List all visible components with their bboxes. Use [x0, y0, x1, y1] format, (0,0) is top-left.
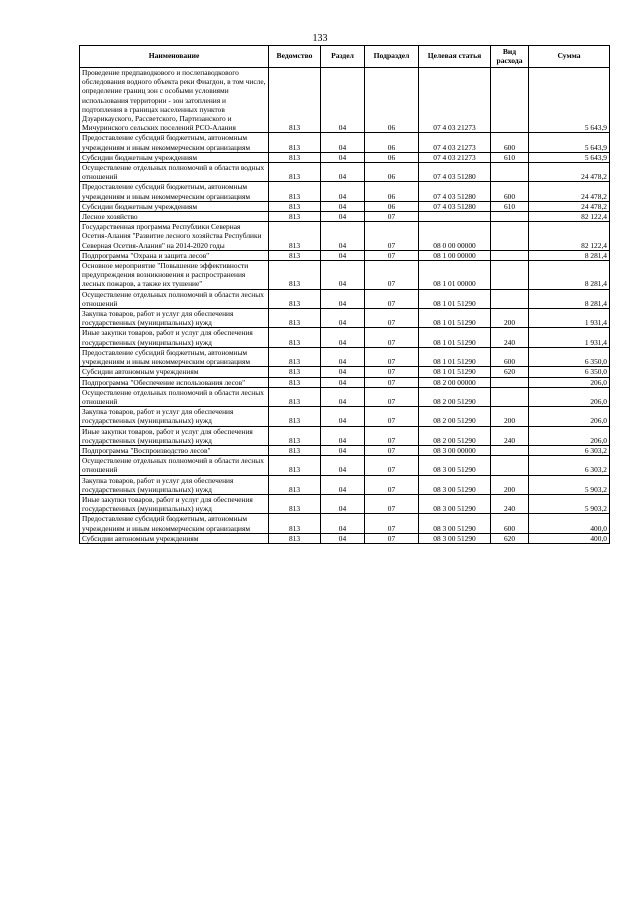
header-summa: Сумма	[529, 46, 610, 68]
row-vedomstvo: 813	[269, 347, 321, 366]
row-celevaya-statya: 08 0 00 00000	[419, 222, 491, 251]
row-vedomstvo: 813	[269, 514, 321, 533]
row-summa: 206,0	[529, 377, 610, 387]
row-summa: 6 350,0	[529, 367, 610, 377]
row-name: Осуществление отдельных полномочий в области лесных отношений	[80, 289, 269, 308]
table-header-row	[80, 46, 610, 68]
row-vid-raskhoda	[491, 387, 529, 406]
row-podrazdel: 06	[365, 201, 419, 211]
row-name: Иные закупки товаров, работ и услуг для обеспечения государственных (муниципальных) нужд	[80, 426, 269, 445]
row-razdel: 04	[321, 212, 365, 222]
row-razdel: 04	[321, 309, 365, 328]
row-razdel: 04	[321, 68, 365, 133]
row-summa: 5 903,2	[529, 475, 610, 494]
row-razdel: 04	[321, 347, 365, 366]
row-podrazdel: 07	[365, 250, 419, 260]
row-podrazdel: 07	[365, 328, 419, 347]
row-podrazdel: 07	[365, 261, 419, 290]
table-row	[80, 445, 610, 455]
row-vid-raskhoda: 200	[491, 407, 529, 426]
row-podrazdel: 07	[365, 309, 419, 328]
row-vid-raskhoda: 240	[491, 494, 529, 513]
row-razdel: 04	[321, 494, 365, 513]
row-name: Проведение предпаводкового и послепаводкового обследования водного объекта реки Фиагдон, в том числе, определение границ зон с особыми условиями использования территории - зон затопления и подтопления в границах населенных пунктов Дзуарикауского, Рассветского, Партизанского и Мичуринского сельских поселений РСО-Алания	[80, 68, 269, 133]
row-celevaya-statya: 08 3 00 51290	[419, 494, 491, 513]
row-razdel: 04	[321, 222, 365, 251]
table-row	[80, 533, 610, 543]
row-razdel: 04	[321, 387, 365, 406]
row-celevaya-statya: 08 1 01 00000	[419, 261, 491, 290]
row-vid-raskhoda: 620	[491, 533, 529, 543]
row-celevaya-statya: 08 2 00 51290	[419, 387, 491, 406]
row-name: Закупка товаров, работ и услуг для обеспечения государственных (муниципальных) нужд	[80, 475, 269, 494]
table-row	[80, 328, 610, 347]
row-vedomstvo: 813	[269, 328, 321, 347]
row-celevaya-statya: 07 4 03 51280	[419, 201, 491, 211]
table-row	[80, 163, 610, 182]
row-vid-raskhoda: 200	[491, 475, 529, 494]
row-podrazdel: 07	[365, 475, 419, 494]
row-vid-raskhoda: 240	[491, 426, 529, 445]
row-summa: 1 931,4	[529, 328, 610, 347]
row-summa: 5 643,9	[529, 68, 610, 133]
row-vedomstvo: 813	[269, 445, 321, 455]
row-vid-raskhoda	[491, 261, 529, 290]
row-celevaya-statya: 08 1 01 51290	[419, 367, 491, 377]
row-razdel: 04	[321, 201, 365, 211]
row-razdel: 04	[321, 514, 365, 533]
row-name: Предоставление субсидий бюджетным, автономным учреждениям и иным некоммерческим организациям	[80, 347, 269, 366]
row-podrazdel: 07	[365, 289, 419, 308]
row-name: Субсидии автономным учреждениям	[80, 533, 269, 543]
row-celevaya-statya: 08 1 01 51290	[419, 328, 491, 347]
row-razdel: 04	[321, 261, 365, 290]
row-vedomstvo: 813	[269, 261, 321, 290]
row-celevaya-statya: 08 1 01 51290	[419, 347, 491, 366]
row-vid-raskhoda: 240	[491, 328, 529, 347]
row-name: Иные закупки товаров, работ и услуг для обеспечения государственных (муниципальных) нужд	[80, 494, 269, 513]
table-row	[80, 152, 610, 162]
row-name: Закупка товаров, работ и услуг для обеспечения государственных (муниципальных) нужд	[80, 407, 269, 426]
table-row	[80, 347, 610, 366]
row-celevaya-statya: 08 2 00 00000	[419, 377, 491, 387]
row-summa: 400,0	[529, 533, 610, 543]
row-summa: 24 478,2	[529, 182, 610, 201]
table-row	[80, 68, 610, 133]
row-summa: 400,0	[529, 514, 610, 533]
table-row	[80, 407, 610, 426]
row-name: Подпрограмма "Охрана и защита лесов"	[80, 250, 269, 260]
row-vid-raskhoda: 200	[491, 309, 529, 328]
row-summa: 24 478,2	[529, 201, 610, 211]
row-vid-raskhoda	[491, 250, 529, 260]
row-vedomstvo: 813	[269, 456, 321, 475]
row-celevaya-statya: 08 3 00 51290	[419, 533, 491, 543]
row-celevaya-statya: 08 3 00 51290	[419, 475, 491, 494]
row-vid-raskhoda: 600	[491, 514, 529, 533]
table-row	[80, 182, 610, 201]
row-vid-raskhoda	[491, 212, 529, 222]
row-podrazdel: 07	[365, 387, 419, 406]
row-summa: 6 303,2	[529, 445, 610, 455]
row-vid-raskhoda: 600	[491, 347, 529, 366]
row-podrazdel: 07	[365, 407, 419, 426]
table-row	[80, 222, 610, 251]
row-name: Субсидии бюджетным учреждениям	[80, 152, 269, 162]
row-vedomstvo: 813	[269, 494, 321, 513]
row-celevaya-statya: 08 3 00 51290	[419, 514, 491, 533]
header-vedomstvo: Ведомство	[269, 46, 321, 68]
row-name: Предоставление субсидий бюджетным, автономным учреждениям и иным некоммерческим организациям	[80, 182, 269, 201]
row-summa: 5 903,2	[529, 494, 610, 513]
row-razdel: 04	[321, 407, 365, 426]
row-vid-raskhoda	[491, 163, 529, 182]
row-podrazdel: 07	[365, 367, 419, 377]
row-podrazdel: 07	[365, 426, 419, 445]
row-podrazdel: 07	[365, 212, 419, 222]
table-row	[80, 387, 610, 406]
table-row	[80, 456, 610, 475]
row-summa: 24 478,2	[529, 163, 610, 182]
header-podrazdel: Подраздел	[365, 46, 419, 68]
row-celevaya-statya: 08 2 00 51290	[419, 407, 491, 426]
table-row	[80, 514, 610, 533]
row-razdel: 04	[321, 152, 365, 162]
row-vid-raskhoda: 610	[491, 152, 529, 162]
row-name: Субсидии автономным учреждениям	[80, 367, 269, 377]
row-celevaya-statya: 08 1 01 51290	[419, 289, 491, 308]
row-vedomstvo: 813	[269, 133, 321, 152]
row-vid-raskhoda	[491, 377, 529, 387]
row-name: Осуществление отдельных полномочий в области водных отношений	[80, 163, 269, 182]
row-vedomstvo: 813	[269, 367, 321, 377]
row-vedomstvo: 813	[269, 407, 321, 426]
row-celevaya-statya: 07 4 03 21273	[419, 152, 491, 162]
row-summa: 8 281,4	[529, 289, 610, 308]
row-summa: 206,0	[529, 387, 610, 406]
row-razdel: 04	[321, 182, 365, 201]
row-celevaya-statya: 08 1 01 51290	[419, 309, 491, 328]
header-celevaya-statya: Целевая статья	[419, 46, 491, 68]
row-razdel: 04	[321, 289, 365, 308]
table-row	[80, 377, 610, 387]
row-name: Подпрограмма "Обеспечение использования лесов"	[80, 377, 269, 387]
row-vid-raskhoda: 610	[491, 201, 529, 211]
row-podrazdel: 07	[365, 445, 419, 455]
row-vid-raskhoda	[491, 445, 529, 455]
row-vedomstvo: 813	[269, 68, 321, 133]
table-row	[80, 250, 610, 260]
row-summa: 6 350,0	[529, 347, 610, 366]
row-vedomstvo: 813	[269, 163, 321, 182]
row-vedomstvo: 813	[269, 182, 321, 201]
row-celevaya-statya: 08 3 00 51290	[419, 456, 491, 475]
table-row	[80, 261, 610, 290]
row-podrazdel: 07	[365, 494, 419, 513]
row-name: Предоставление субсидий бюджетным, автономным учреждениям и иным некоммерческим организациям	[80, 133, 269, 152]
row-celevaya-statya: 07 4 03 21273	[419, 133, 491, 152]
table-row	[80, 133, 610, 152]
row-vid-raskhoda: 600	[491, 182, 529, 201]
row-razdel: 04	[321, 367, 365, 377]
row-vid-raskhoda: 600	[491, 133, 529, 152]
row-name: Подпрограмма "Воспроизводство лесов"	[80, 445, 269, 455]
row-razdel: 04	[321, 250, 365, 260]
row-summa: 5 643,9	[529, 133, 610, 152]
row-vedomstvo: 813	[269, 289, 321, 308]
row-vedomstvo: 813	[269, 426, 321, 445]
header-vid-raskhoda: Вид расхода	[491, 46, 529, 68]
row-summa: 6 303,2	[529, 456, 610, 475]
row-summa: 82 122,4	[529, 222, 610, 251]
row-name: Субсидии бюджетным учреждениям	[80, 201, 269, 211]
row-name: Осуществление отдельных полномочий в области лесных отношений	[80, 456, 269, 475]
page-number: 133	[312, 33, 328, 44]
table-row	[80, 309, 610, 328]
row-podrazdel: 06	[365, 152, 419, 162]
table-row	[80, 201, 610, 211]
row-celevaya-statya: 08 2 00 51290	[419, 426, 491, 445]
row-vedomstvo: 813	[269, 387, 321, 406]
row-podrazdel: 06	[365, 182, 419, 201]
row-podrazdel: 06	[365, 68, 419, 133]
table-row	[80, 212, 610, 222]
row-podrazdel: 07	[365, 222, 419, 251]
row-celevaya-statya: 07 4 03 51280	[419, 182, 491, 201]
row-vedomstvo: 813	[269, 152, 321, 162]
row-summa: 8 281,4	[529, 250, 610, 260]
row-razdel: 04	[321, 133, 365, 152]
row-name: Закупка товаров, работ и услуг для обеспечения государственных (муниципальных) нужд	[80, 309, 269, 328]
row-vid-raskhoda	[491, 222, 529, 251]
row-name: Осуществление отдельных полномочий в области лесных отношений	[80, 387, 269, 406]
row-celevaya-statya: 08 3 00 00000	[419, 445, 491, 455]
row-celevaya-statya: 08 1 00 00000	[419, 250, 491, 260]
table-body	[80, 68, 610, 544]
row-summa: 206,0	[529, 426, 610, 445]
row-vid-raskhoda	[491, 289, 529, 308]
row-celevaya-statya: 07 4 03 21273	[419, 68, 491, 133]
row-vid-raskhoda: 620	[491, 367, 529, 377]
row-name: Государственная программа Республики Северная Осетия-Алания "Развитие лесного хозяйства Республики Северная Осетия-Алания" на 2014-2020 годы	[80, 222, 269, 251]
row-podrazdel: 07	[365, 377, 419, 387]
row-vedomstvo: 813	[269, 201, 321, 211]
row-name: Иные закупки товаров, работ и услуг для обеспечения государственных (муниципальных) нужд	[80, 328, 269, 347]
row-summa: 1 931,4	[529, 309, 610, 328]
budget-table	[79, 45, 610, 544]
row-vedomstvo: 813	[269, 222, 321, 251]
row-vedomstvo: 813	[269, 212, 321, 222]
row-vedomstvo: 813	[269, 475, 321, 494]
row-summa: 8 281,4	[529, 261, 610, 290]
row-razdel: 04	[321, 533, 365, 543]
row-summa: 206,0	[529, 407, 610, 426]
row-podrazdel: 07	[365, 347, 419, 366]
table-row	[80, 494, 610, 513]
row-razdel: 04	[321, 377, 365, 387]
row-podrazdel: 06	[365, 133, 419, 152]
row-vedomstvo: 813	[269, 533, 321, 543]
row-summa: 82 122,4	[529, 212, 610, 222]
row-razdel: 04	[321, 456, 365, 475]
header-name: Наименование	[80, 46, 269, 68]
row-celevaya-statya	[419, 212, 491, 222]
row-razdel: 04	[321, 445, 365, 455]
row-podrazdel: 07	[365, 533, 419, 543]
row-razdel: 04	[321, 163, 365, 182]
row-vedomstvo: 813	[269, 377, 321, 387]
table-row	[80, 426, 610, 445]
table-row	[80, 289, 610, 308]
header-razdel: Раздел	[321, 46, 365, 68]
row-podrazdel: 07	[365, 514, 419, 533]
row-vid-raskhoda	[491, 456, 529, 475]
row-summa: 5 643,9	[529, 152, 610, 162]
row-vid-raskhoda	[491, 68, 529, 133]
row-razdel: 04	[321, 328, 365, 347]
row-name: Предоставление субсидий бюджетным, автономным учреждениям и иным некоммерческим организациям	[80, 514, 269, 533]
row-podrazdel: 07	[365, 456, 419, 475]
table-row	[80, 475, 610, 494]
row-celevaya-statya: 07 4 03 51280	[419, 163, 491, 182]
row-name: Основное мероприятие "Повышение эффективности предупреждения возникновения и распространения лесных пожаров, а также их тушение"	[80, 261, 269, 290]
row-vedomstvo: 813	[269, 309, 321, 328]
row-podrazdel: 06	[365, 163, 419, 182]
row-vedomstvo: 813	[269, 250, 321, 260]
row-name: Лесное хозяйство	[80, 212, 269, 222]
row-razdel: 04	[321, 426, 365, 445]
table-row	[80, 367, 610, 377]
row-razdel: 04	[321, 475, 365, 494]
